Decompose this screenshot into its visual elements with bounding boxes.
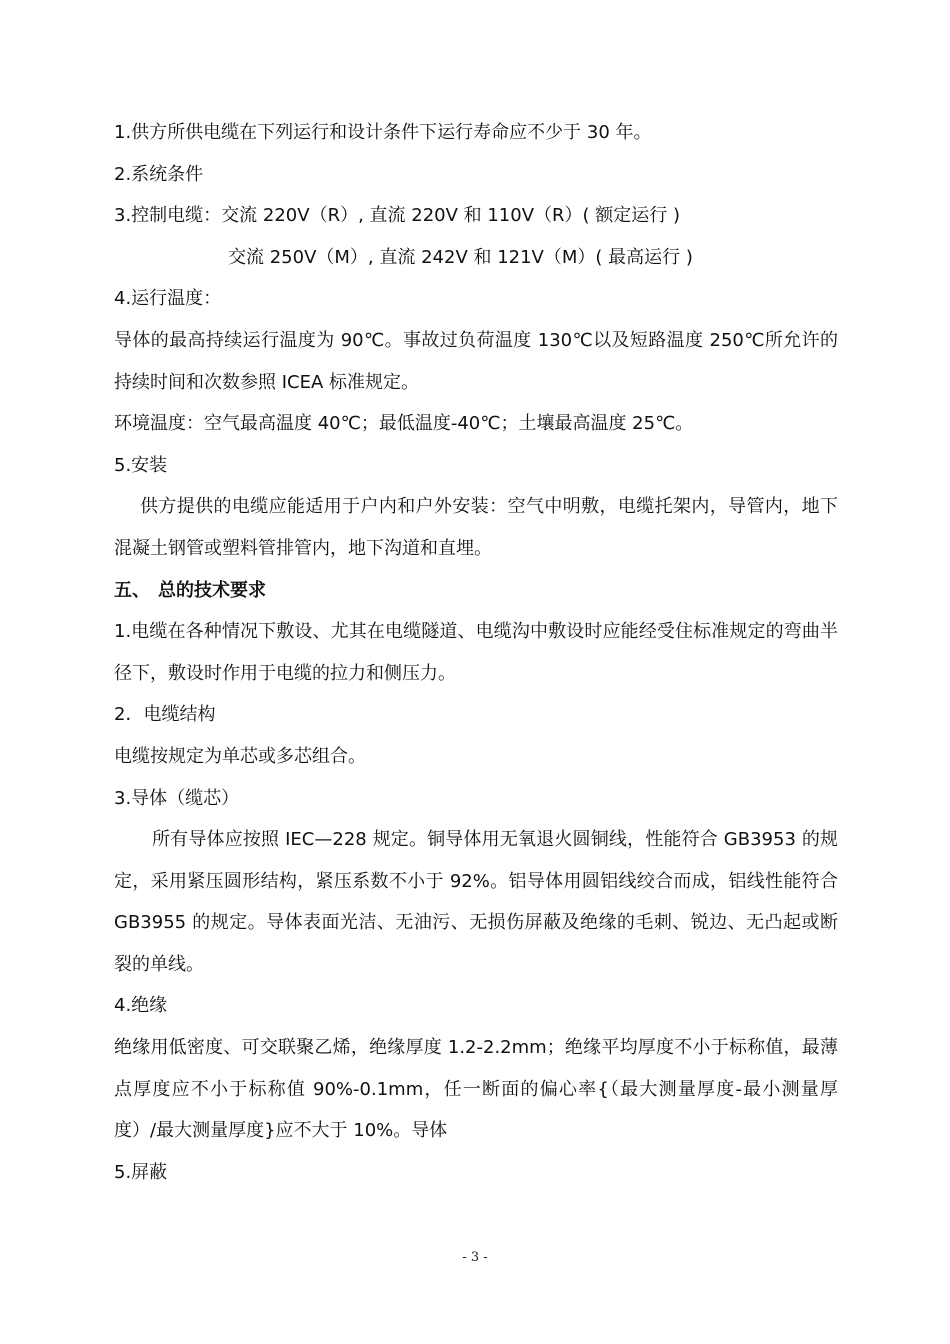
paragraph-conductor: 所有导体应按照 IEC—228 规定。铜导体用无氧退火圆铜线，性能符合 GB3953 的规定，采用紧压圆形结构，紧压系数不小于 92%。铝导体用圆铝线绞合而成，铝线性能符合 GB3955 的规定。导体表面光洁、无油污、无损伤屏蔽及绝缘的毛刺、锐边、无凸起或断裂的单线。 (114, 829, 838, 975)
paragraph-bending-radius: 1.电缆在各种情况下敷设、尤其在电缆隧道、电缆沟中敷设时应能经受住标准规定的弯曲半径下，敷设时作用于电缆的拉力和侧压力。 (114, 621, 838, 684)
section-number: 五、 (114, 579, 150, 601)
paragraph-installation: 供方提供的电缆应能适用于户内和户外安装：空气中明敷，电缆托架内，导管内，地下混凝土钢管或塑料管排管内，地下沟道和直埋。 (114, 496, 838, 559)
paragraph-insulation-title: 4.绝缘 (114, 995, 168, 1017)
section-title: 总的技术要求 (158, 579, 266, 601)
paragraph-control-cable-rated: 3.控制电缆：交流 220V（R）, 直流 220V 和 110V（R）( 额定运行 ) (114, 205, 681, 227)
document-body (114, 112, 838, 1193)
paragraph-system-conditions: 2.系统条件 (114, 163, 204, 185)
paragraph-cable-structure: 电缆按规定为单芯或多芯组合。 (114, 745, 366, 767)
paragraph-conductor-temp: 导体的最高持续运行温度为 90℃。事故过负荷温度 130℃以及短路温度 250℃所允许的持续时间和次数参照 ICEA 标准规定。 (114, 329, 838, 393)
paragraph-cable-structure-title: 2．电缆结构 (114, 704, 216, 726)
paragraph-shielding-title: 5.屏蔽 (114, 1161, 168, 1183)
paragraph-service-life: 1.供方所供电缆在下列运行和设计条件下运行寿命应不少于 30 年。 (114, 122, 652, 143)
section-heading-five (114, 570, 838, 612)
paragraph-installation-title: 5.安装 (114, 454, 168, 476)
paragraph-operating-temp-title: 4.运行温度： (114, 288, 222, 310)
page-number: - 3 - (462, 1250, 488, 1265)
paragraph-insulation: 绝缘用低密度、可交联聚乙烯，绝缘厚度 1.2-2.2mm；绝缘平均厚度不小于标称值，最薄点厚度应不小于标称值 90%-0.1mm，任一断面的偏心率{（最大测量厚度-最小测量厚度）/最大测量厚度}应不大于 10%。导体 (114, 1037, 838, 1142)
paragraph-control-cable-max: 交流 250V（M）, 直流 242V 和 121V（M）( 最高运行 ) (228, 246, 693, 268)
paragraph-ambient-temp: 环境温度：空气最高温度 40℃；最低温度-40℃；土壤最高温度 25℃。 (114, 413, 694, 435)
paragraph-conductor-title: 3.导体（缆芯） (114, 787, 240, 809)
